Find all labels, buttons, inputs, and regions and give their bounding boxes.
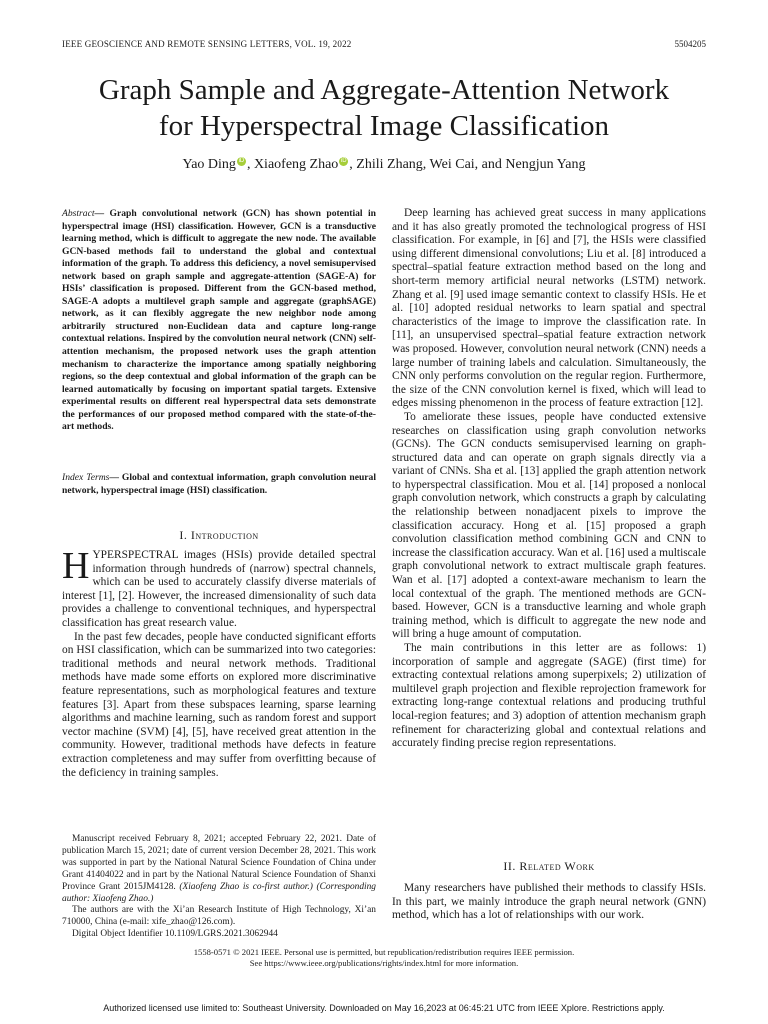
index-terms-text: — Global and contextual information, graph convolution neural network, hyperspectral image (HSI) classification. <box>62 472 377 496</box>
footnote <box>62 834 376 941</box>
related-work-body <box>392 882 706 923</box>
index-terms-label: Index Terms <box>62 472 110 483</box>
orcid-icon[interactable]: iD <box>340 158 347 165</box>
right-paragraph-1: Deep learning has achieved great success in many applications and it has also greatly promoted the technological progress of HSI classification. For example, in [6] and [7], the HSIs were classified using different dimensional convolutions; Liu et al. [8] introduced a spectral–spatial feature extraction method based on the long and short-term memory artificial neural networks (LSTM) network. Zhang et al. [9] used image semantic context to classify HSIs. He et al. [10] adopted residual networks to learn spatial and spectral characteristics of the image to improve the classification rate. In [11], an unsupervised spectral–spatial feature extraction network was proposed. However, convolution neural network (CNN) needs a large number of training labels and calculation. Simultaneously, the CNN only performs convolution on the regular region. Furthermore, the size of the CNN convolution kernel is fixed, which will lead to edges missing phenomenon in the process of feature extraction [12]. <box>392 207 706 410</box>
footnote-manuscript: Manuscript received February 8, 2021; accepted February 22, 2021. Date of publication March 15, 2021; date of current version December 28, 2021. This work was supported in part by the National Natural Science Foundation of China under Grant 41404022 and in part by the National Natural Science Foundation of Shanxi Province Grant 2015JM4128. <box>62 834 376 892</box>
license-footer: Authorized licensed use limited to: Southeast University. Downloaded on May 16,2023 at 06:45:21 UTC from IEEE Xplore. Restrictions apply. <box>103 1003 665 1013</box>
right-column-body <box>392 207 706 751</box>
author-name: Xiaofeng Zhao <box>253 157 339 172</box>
copyright-notice <box>40 947 728 969</box>
author-name: Yao Ding <box>182 157 236 172</box>
footnote-affiliation: The authors are with the Xi’an Research Institute of High Technology, Xi’an 710000, China (e-mail: xife_zhao@126.com). <box>62 905 376 928</box>
drop-cap: H <box>62 545 90 587</box>
copyright-line-1: 1558-0571 © 2021 IEEE. Personal use is permitted, but republication/redistribution requires IEEE permission. <box>193 947 575 957</box>
abstract-text: — Graph convolutional network (GCN) has shown potential in hyperspectral image (HSI) classification. However, GCN is a transductive learning method, which is difficult to aggregate the new node. The available GCN-based methods fail to understand the global and contextual information of the graph. To address this deficiency, a novel semisupervised network based on graph sample and aggregate-attention (SAGE-A) for HSIs’ classification is proposed. Different from the GCN-based method, SAGE-A adopts a multilevel graph sample and aggregate (graphSAGE) network, as it can flexibly aggregate the new neighbor node among arbitrarily structured non-Euclidean data and capture long-range contextual relations. Inspired by the convolution neural network (CNN) self-attention mechanism, the proposed network uses the graph attention mechanism to characterize the importance among spatially neighboring regions, so the deep contextual and global information of the graph can be learned automatically by focusing on important spatial targets. Extensive experimental results on different real hyperspectral data sets demonstrate the performances of our proposed method compared with the state-of-the-art methods. <box>62 208 376 433</box>
right-paragraph-2: To ameliorate these issues, people have conducted extensive researches on classification using graph convolution networks (GCNs). The GCN conducts semisupervised learning on graph-structured data and can operate on graph signals directly via a variant of CNNs. Sha et al. [13] applied the graph attention network to hyperspectral classification. Mou et al. [14] proposed a nonlocal graph convolution network, which constructs a graph by calculating the relationship between nonadjacent pixels to improve the classification accuracy. Hong et al. [15] proposed a graph convolution classification method combining GCN and CNN to increase the classification accuracy. Wan et al. [16] used a multiscale graph convolutional network to extract multiscale graph features. Wan et al. [17] adopted a context-aware mechanism to learn the local contextual of the graph. The mentioned methods are GCN-based. However, GCN is a transductive learning and whole graph training method, which is difficult to aggregate the new node and will bring a huge amount of computation. <box>392 410 706 641</box>
copyright-line-2: See https://www.ieee.org/publications/rights/index.html for more information. <box>249 958 519 968</box>
title-line-1: Graph Sample and Aggregate-Attention Network <box>98 74 670 106</box>
footnote-doi: Digital Object Identifier 10.1109/LGRS.2021.3062944 <box>72 929 278 940</box>
journal-header: IEEE GEOSCIENCE AND REMOTE SENSING LETTERS, VOL. 19, 2022 <box>62 39 352 49</box>
paper-title <box>40 72 728 144</box>
intro-paragraph-2: In the past few decades, people have conducted significant efforts on HSI classification, which can be summarized into two categories: traditional methods and neural network methods. Traditional methods have made some efforts on explored more discriminative feature representations, such as morphological features and texture features [3]. Apart from these subspaces learning, sparse learning algorithms and machine learning, such as random forest and support vector machine (SVM) [4], [5], have received great attention in the community. However, traditional methods have defects in feature extraction completeness and may suffer from overfitting because of the deficiency in training samples. <box>62 630 376 779</box>
related-paragraph-1: Many researchers have published their methods to classify HSIs. In this part, we mainly introduce the graph neural network (GNN) method, which has a lot of relationships with our work. <box>392 882 706 922</box>
introduction-body <box>62 545 376 780</box>
article-number: 5504205 <box>674 39 706 49</box>
section-heading-introduction: I. Introduction <box>179 528 259 542</box>
footnote-author-note: (Xiaofeng Zhao is co-first author.) (Corresponding author: Xiaofeng Zhao.) <box>62 881 376 904</box>
author-names-rest: , Zhili Zhang, Wei Cai, and Nengjun Yang <box>349 157 586 172</box>
title-line-2: for Hyperspectral Image Classification <box>158 110 610 142</box>
orcid-icon[interactable]: iD <box>238 158 245 165</box>
author-list: Yao Ding iD , Xiaofeng Zhao iD , Zhili Zhang, Wei Cai, and Nengjun Yang <box>182 157 586 172</box>
intro-paragraph-1: YPERSPECTRAL images (HSIs) provide detailed spectral information through hundreds of (narrow) spectral channels, which can be used to accurately classify diverse materials of interest [1], [2]. However, the increased dimensionality of such data provides a challenge to conventional techniques, and hyperspectral classification has great research value. <box>62 549 376 629</box>
abstract-label: Abstract <box>62 208 95 219</box>
right-paragraph-3: The main contributions in this letter are as follows: 1) incorporation of sample and aggregate (SAGE) (first time) for extracting contextual relations among superpixels; 2) utilization of multilevel graph projection and flexible reprojection framework for extracting long-range contextual relations and producing truthful local-region features; and 3) adoption of attention mechanism graph refinement for characterizing global and contextual relations and accurately finding precise region representations. <box>392 642 706 750</box>
index-terms <box>62 472 376 497</box>
section-heading-related-work: II. Related Work <box>503 859 595 873</box>
abstract <box>62 208 376 434</box>
